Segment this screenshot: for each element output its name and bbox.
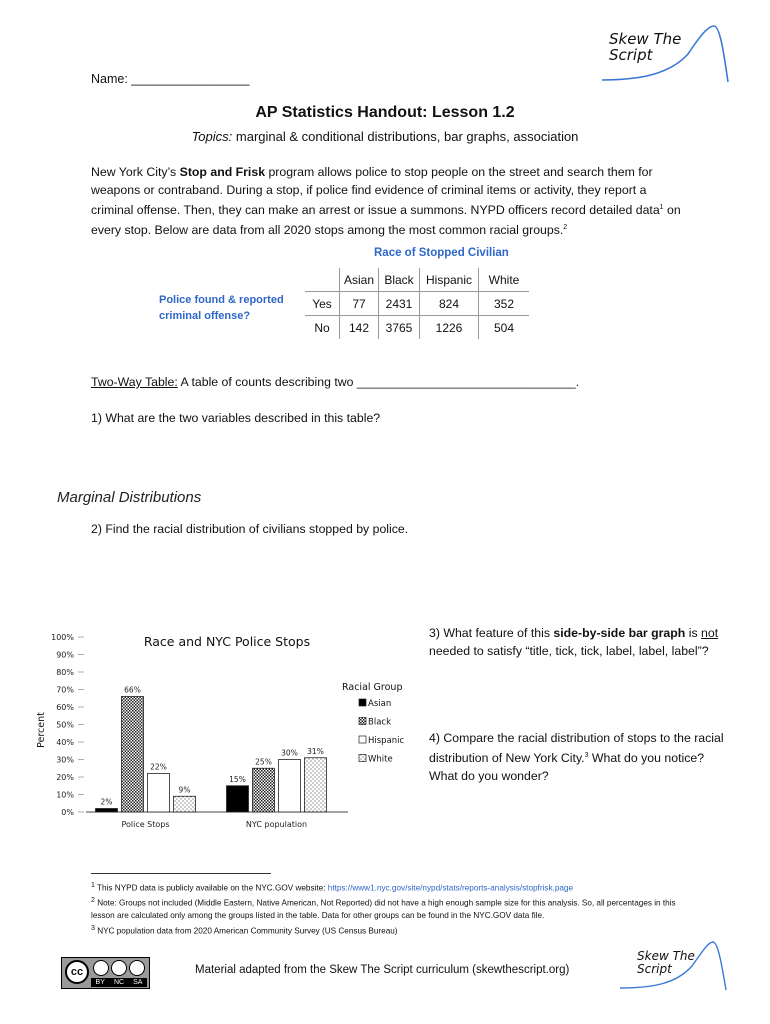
table-cell: 352 [479, 292, 530, 316]
q4-text-b: What do you notice? What do you wonder? [429, 751, 705, 784]
row-title-line1: Police found & reported [159, 294, 284, 306]
cc-label: cc [70, 966, 84, 978]
question-4 [429, 729, 724, 785]
logo-text-line1: Skew The [609, 30, 682, 48]
legend-title: Racial Group [342, 682, 403, 693]
data-label: 66% [124, 685, 141, 695]
topics-label: Topics: [191, 129, 233, 144]
y-tick-label: 0% [61, 808, 74, 817]
cc-by-label: BY [95, 979, 105, 986]
q3-text-e: needed to satisfy “title, tick, tick, label, label, label”? [429, 644, 709, 658]
y-tick-label: 100% [51, 633, 74, 642]
y-tick-label: 50% [56, 720, 74, 730]
row-label-yes: Yes [305, 292, 340, 316]
fn-marker: 2 [91, 897, 95, 905]
bar-black [122, 697, 144, 813]
table-row [305, 316, 529, 340]
fn1-text: This NYPD data is publicly available on the NYC.GOV website: [97, 883, 328, 893]
q3-text-c: is [685, 626, 702, 640]
cc-license-badge[interactable] [61, 957, 150, 989]
x-tick-label: NYC population [245, 820, 308, 829]
legend-label-hispanic: Hispanic [368, 736, 405, 746]
table-row-title [159, 292, 284, 324]
intro-text-bold: Stop and Frisk [179, 165, 266, 179]
logo-text-line2: Script [609, 45, 653, 64]
footnote-1 [91, 880, 691, 895]
cc-by-icon [93, 960, 109, 976]
topics-text: marginal & conditional distributions, bar graphs, association [232, 129, 579, 144]
table-cell: 504 [479, 316, 530, 340]
footnote-ref-3: 3 [584, 752, 589, 759]
y-axis-label: Percent [36, 712, 47, 748]
y-tick-label: 10% [56, 790, 74, 800]
section-heading: Marginal Distributions [57, 489, 202, 506]
table-column-title: Race of Stopped Civilian [374, 247, 509, 259]
table-cell: 77 [340, 292, 379, 316]
header-white: White [479, 268, 530, 292]
nypd-data-link[interactable]: https://www1.nyc.gov/site/nypd/stats/reports-analysis/stopfrisk.page [327, 883, 574, 893]
fn3-text: NYC population data from 2020 American Community Survey (US Census Bureau) [97, 926, 398, 936]
q4-text-a: 4) Compare the racial distribution of stops to the racial distribution of New York City. [429, 731, 724, 766]
footer-text: Material adapted from the Skew The Script curriculum (skewthescript.org) [195, 964, 570, 976]
data-label: 31% [307, 746, 324, 756]
question-1: 1) What are the two variables described in this table? [91, 411, 381, 425]
bar-asian [227, 786, 249, 812]
cc-sa-label: SA [133, 979, 143, 986]
definition-line[interactable] [91, 373, 579, 391]
legend-label-asian: Asian [368, 699, 392, 709]
table-cell: 824 [420, 292, 479, 316]
y-tick-label: 30% [56, 755, 74, 765]
header-hispanic: Hispanic [420, 268, 479, 292]
data-label: 30% [281, 748, 298, 758]
header-logo [600, 24, 730, 84]
y-tick-label: 40% [56, 738, 74, 747]
fn-marker: 1 [91, 882, 95, 889]
footnote-3 [91, 923, 691, 938]
logo-text-line2: Script [637, 961, 672, 976]
footer-logo [618, 940, 728, 992]
bar-black [253, 768, 275, 812]
question-2: 2) Find the racial distribution of civilians stopped by police. [91, 522, 409, 536]
table-cell: 142 [340, 316, 379, 340]
table-header-row [305, 268, 529, 292]
page-title: AP Statistics Handout: Lesson 1.2 [255, 104, 515, 121]
bar-asian [96, 809, 118, 813]
footnote-ref-2: 2 [563, 224, 568, 232]
bar-white [174, 796, 196, 812]
y-tick-label: 70% [56, 685, 74, 695]
bar-white [305, 758, 327, 812]
legend-swatch-black [359, 718, 366, 725]
legend-label-white: White [368, 754, 393, 765]
question-3 [429, 624, 734, 660]
fn-marker: 3 [91, 924, 95, 932]
row-title-line2: criminal offense? [159, 310, 251, 322]
table-cell: 2431 [379, 292, 420, 316]
table-cell: 3765 [379, 316, 420, 340]
y-tick-label: 90% [56, 650, 74, 660]
intro-text-c: program allows police to stop people on the street and search them for weapons or contraband. During a stop, if police find evidence of criminal items or activity, they report a criminal offense. Then, they can make an arrest or issue a summons. NYPD officers record detailed data [91, 165, 660, 218]
x-tick-label: Police Stops [121, 820, 170, 829]
cc-terms-strip [91, 978, 147, 987]
footnote-ref-1: 1 [659, 204, 664, 211]
intro-text-d: on every stop. Below are data from all 2020 stops among the most common racial groups. [91, 203, 681, 238]
q3-text-underline: not [701, 626, 719, 640]
definition-term: Two-Way Table: [91, 375, 178, 389]
intro-text-a: New York City’s [91, 165, 180, 179]
cc-nc-icon [111, 960, 127, 976]
data-label: 15% [229, 774, 246, 784]
footnote-2 [91, 895, 691, 923]
legend-label-black: Black [368, 717, 391, 728]
cc-logo-icon [65, 960, 89, 984]
bar-hispanic [279, 760, 301, 813]
data-label: 9% [178, 785, 191, 795]
data-label: 25% [255, 757, 272, 767]
bar-hispanic [148, 774, 170, 813]
fn2-text: Note: Groups not included (Middle Eastern, Native American, Not Reported) did not have a high enough sample size for this analysis. So, all percentages in this lesson are calculated only among the groups listed in the table. Data for other groups can be found in the NYC.GOV data file. [91, 898, 676, 921]
two-way-table [305, 268, 529, 339]
y-tick-label: 80% [56, 668, 74, 677]
data-label: 2% [100, 797, 113, 807]
intro-paragraph [91, 163, 691, 239]
table-row [305, 292, 529, 316]
legend-swatch-asian [359, 699, 366, 706]
footnotes [91, 880, 691, 938]
data-label: 22% [150, 762, 167, 772]
name-field[interactable]: Name: _________________ [91, 72, 250, 86]
y-tick-label: 20% [56, 773, 74, 782]
header-asian: Asian [340, 268, 379, 292]
legend-swatch-hispanic [359, 736, 366, 743]
cc-sa-icon [129, 960, 145, 976]
cc-nc-label: NC [113, 979, 125, 986]
logo-text-line1: Skew The [637, 949, 695, 963]
bar-chart [30, 620, 420, 840]
header-black: Black [379, 268, 420, 292]
footnote-divider [91, 873, 271, 874]
q3-text-bold: side-by-side bar graph [553, 626, 686, 640]
topics-line [0, 129, 770, 144]
chart-title: Race and NYC Police Stops [143, 634, 311, 649]
y-tick-label: 60% [56, 703, 74, 712]
legend-swatch-white [359, 755, 366, 762]
definition-text: A table of counts describing two ________________________________. [177, 375, 580, 389]
row-label-no: No [305, 316, 340, 340]
table-cell: 1226 [420, 316, 479, 340]
q3-text-a: 3) What feature of this [429, 626, 554, 640]
